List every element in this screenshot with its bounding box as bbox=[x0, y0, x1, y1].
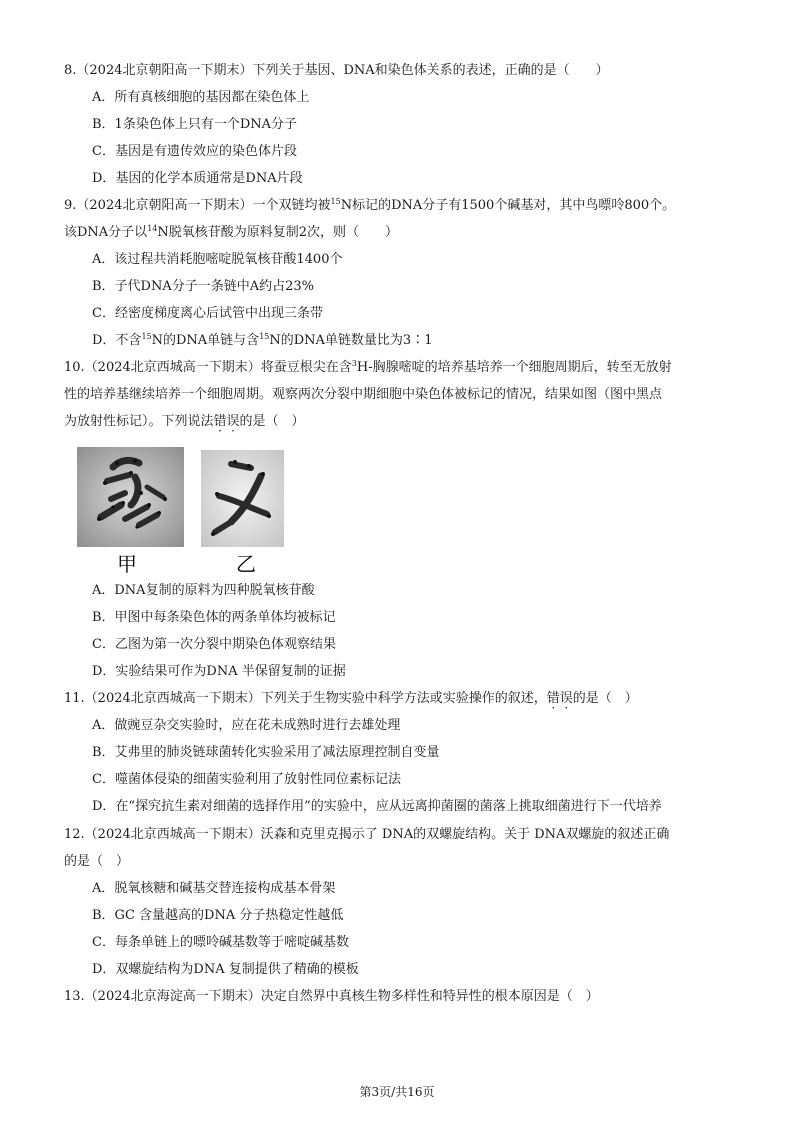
q11-option-b: B．艾弗里的肺炎链球菌转化实验采用了减法原理控制自变量 bbox=[92, 745, 440, 760]
q12-option-c: C．每条单链上的嘌呤碱基数等于嘧啶碱基数 bbox=[92, 935, 349, 950]
q8-option-b: B．1条染色体上只有一个DNA分子 bbox=[92, 117, 298, 132]
q13-stem: 13.（2024北京海淀高一下期末）决定自然界中真核生物多样性和特异性的根本原因是（ ） bbox=[64, 989, 599, 1004]
q9-option-b: B．子代DNA分子一条链中A约占23% bbox=[92, 279, 315, 294]
q10-stem: 10.（2024北京西城高一下期末）将蚕豆根尖在含$^3$H-胸腺嘧啶的培养基培养一个细胞周期后，转至无放射 bbox=[64, 359, 672, 375]
q10-option-c: C．乙图为第一次分裂中期染色体观察结果 bbox=[92, 637, 336, 652]
q10-stem-end: 为放射性标记）。下列说法错误的是（ ） bbox=[64, 414, 305, 429]
q8-stem: 8.（2024北京朝阳高一下期末）下列关于基因、DNA和染色体关系的表述，正确的是（ ） bbox=[64, 63, 609, 78]
figure-jia-micrograph bbox=[77, 447, 184, 547]
q10-option-a: A．DNA复制的原料为四种脱氧核苷酸 bbox=[92, 583, 315, 598]
q11-option-d: D．在“探究抗生素对细菌的选择作用”的实验中，应从远离抑菌圈的菌落上挑取细菌进行下一代培养 bbox=[92, 799, 662, 814]
q12-stem: 12.（2024北京西城高一下期末）沃森和克里克揭示了 DNA的双螺旋结构。关于 DNA双螺旋的叙述正确 bbox=[64, 827, 670, 842]
q12-option-b: B．GC 含量越高的DNA 分子热稳定性越低 bbox=[92, 908, 344, 923]
q9-option-a: A．该过程共消耗胞嘧啶脱氧核苷酸1400个 bbox=[92, 252, 343, 267]
q9-stem-continued: 该DNA分子以$^{14}$N脱氧核苷酸为原料复制2次，则（ ） bbox=[64, 224, 399, 240]
q8-option-d: D．基因的化学本质通常是DNA片段 bbox=[92, 171, 303, 186]
q10-option-d: D．实验结果可作为DNA 半保留复制的证据 bbox=[92, 664, 346, 679]
q12-stem-continued: 的是（ ） bbox=[64, 854, 130, 869]
q10-stem-continued: 性的培养基继续培养一个细胞周期。观察两次分裂中期细胞中染色体被标记的情况，结果如图（图中黑点 bbox=[64, 387, 663, 402]
figure-yi-label: 乙 bbox=[236, 552, 256, 576]
q12-option-a: A．脱氧核糖和碱基交替连接构成基本骨架 bbox=[92, 881, 336, 896]
q8-option-a: A．所有真核细胞的基因都在染色体上 bbox=[92, 90, 310, 105]
q9-option-c: C．经密度梯度离心后试管中出现三条带 bbox=[92, 306, 323, 321]
figure-jia-label: 甲 bbox=[117, 552, 137, 576]
q11-option-c: C．噬菌体侵染的细菌实验利用了放射性同位素标记法 bbox=[92, 772, 401, 787]
q9-stem: 9.（2024北京朝阳高一下期末）一个双链均被$^{15}$N标记的DNA分子有1500个碱基对，其中鸟嘌呤800个。 bbox=[64, 197, 676, 213]
q11-option-a: A．做豌豆杂交实验时，应在花未成熟时进行去雄处理 bbox=[92, 718, 401, 733]
q8-option-c: C．基因是有遗传效应的染色体片段 bbox=[92, 144, 297, 159]
figure-yi-micrograph bbox=[201, 450, 284, 547]
page-number: 第3页/共16页 bbox=[359, 1085, 435, 1099]
q9-option-d: D．不含$^{15}$N的DNA单链与含$^{15}$N的DNA单链数量比为3∶1 bbox=[92, 332, 433, 348]
q11-stem: 11.（2024北京西城高一下期末）下列关于生物实验中科学方法或实验操作的叙述，错误的是（ ） bbox=[64, 691, 638, 706]
q12-option-d: D．双螺旋结构为DNA 复制提供了精确的模板 bbox=[92, 962, 359, 977]
q10-option-b: B．甲图中每条染色体的两条单体均被标记 bbox=[92, 610, 336, 625]
